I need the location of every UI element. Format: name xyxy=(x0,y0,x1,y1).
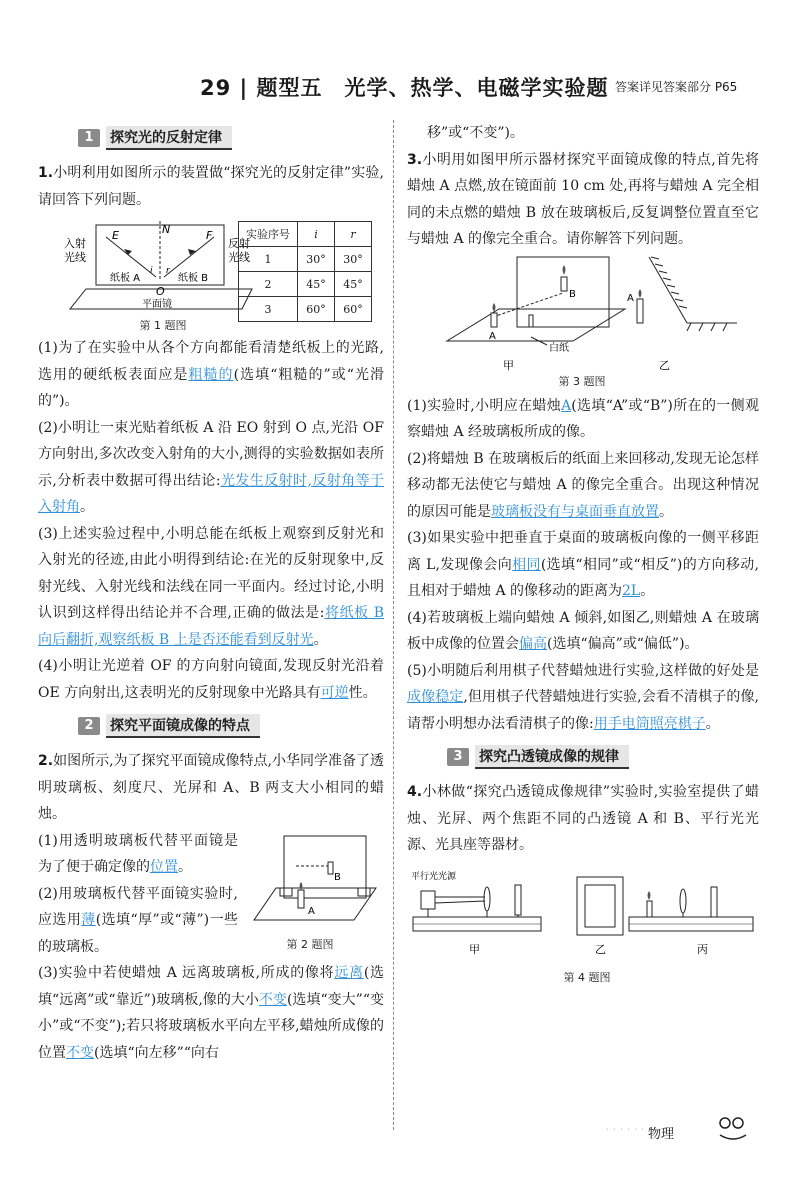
q1-figure-caption: 第 1 题图 xyxy=(139,319,187,332)
section-title: 探究平面镜成像的特点 xyxy=(106,714,260,738)
q2-left-text xyxy=(38,828,238,961)
table-cell: 1 xyxy=(239,247,298,272)
question-number: 1. xyxy=(38,165,54,181)
table-cell: 60° xyxy=(298,297,335,322)
text: (1)实验时,小明应在蜡烛 xyxy=(407,397,562,414)
text: (3)上述实验过程中,小明总能在纸板上观察到反射光和入射光的径迹,由此小明得到结论:在光的反射现象中,反射光线、入射光线和法线在同一平面内。经过讨论,小明认识到这样得出结论并不合理,正确的做法是: xyxy=(38,525,384,621)
section-number: 3 xyxy=(447,748,469,766)
section-heading-1 xyxy=(78,126,384,150)
q2-part3 xyxy=(38,960,384,1066)
q1-part4 xyxy=(38,653,384,706)
answer: 玻璃板没有与桌面垂直放置 xyxy=(491,503,659,520)
q1-part3 xyxy=(38,521,384,654)
answer: 偏高 xyxy=(519,636,547,652)
q2-stem xyxy=(38,748,384,828)
q1-data-table xyxy=(238,221,372,322)
q3-label-yi: 乙 xyxy=(659,358,670,372)
q2-label-B: B xyxy=(334,871,341,883)
text: (1)为了在实验中从各个方向都能看清楚纸板上的光路,选用的硬纸板表面应是 xyxy=(38,340,384,383)
question-number: 3. xyxy=(407,151,423,168)
q4-figure-area xyxy=(407,867,759,987)
label-N: N xyxy=(162,223,171,236)
label-boardA: 纸板 A xyxy=(110,273,141,284)
text: 。 xyxy=(640,583,655,599)
q3-part4 xyxy=(407,605,759,658)
label-O: O xyxy=(156,285,165,298)
answer: 2L xyxy=(622,583,641,599)
reflection-apparatus-diagram xyxy=(66,217,256,319)
label-F: F xyxy=(206,229,213,242)
q3-part1 xyxy=(407,393,759,446)
text: 。 xyxy=(178,859,192,875)
q1-figure-area xyxy=(38,217,384,335)
answer: 将纸板 B 向后翻折,观察纸板 B 上是否还能看到反射光 xyxy=(38,605,384,648)
q3-figure-caption: 第 3 题图 xyxy=(558,374,606,388)
text: 。 xyxy=(313,631,328,648)
answer: 成像稳定 xyxy=(407,689,464,705)
text: (选填“远离”或“靠近”)玻璃板,像的大小 xyxy=(38,965,384,1008)
text: 。 xyxy=(80,499,94,515)
label-incident: 入射 xyxy=(64,237,86,250)
q3-label-B: B xyxy=(569,288,576,300)
q3-label-paper: 白纸 xyxy=(549,342,569,354)
q3-figure-area xyxy=(407,253,759,393)
answer: 光发生反射时,反射角等于入射角 xyxy=(38,472,384,515)
left-column xyxy=(38,120,384,1066)
q2-stem-text: 如图所示,为了探究平面镜成像特点,小华同学准备了透明玻璃板、刻度尺、光屏和 A、B 两支大小相同的蜡烛。 xyxy=(38,753,384,822)
q2-mirror-diagram xyxy=(250,830,380,930)
text: (5)小明随后利用棋子代替蜡烛进行实验,这样做的好处是 xyxy=(407,662,759,679)
page-header xyxy=(0,64,800,104)
q2-label-A: A xyxy=(308,905,315,917)
text: (选填“相同”或“相反”)的方向移动,且相对于蜡烛 A 的像移动的距离为 xyxy=(407,556,760,599)
q4-diagram xyxy=(407,867,759,967)
answer: 粗糙的 xyxy=(188,366,234,383)
q4-label-source: 平行光光源 xyxy=(411,871,457,882)
answer: 远离 xyxy=(334,965,364,981)
q3-yi-label-A: A xyxy=(627,292,634,304)
table-row xyxy=(239,247,372,272)
table-cell: 30° xyxy=(298,247,335,272)
q1-stem xyxy=(38,160,384,213)
label-mirror: 平面镜 xyxy=(142,299,172,310)
table-header: r xyxy=(335,222,372,247)
text: (4)若玻璃板上端向蜡烛 A 倾斜,如图乙,则蜡烛 A 在玻璃板中成像的位置会 xyxy=(407,609,759,652)
label-E: E xyxy=(112,229,119,242)
answer-note: 答案详见答案部分 P65 xyxy=(615,80,738,94)
answer: 可逆 xyxy=(320,684,349,701)
table-cell: 60° xyxy=(335,297,372,322)
text: (选填“向左移”“向右 xyxy=(94,1044,219,1061)
text: (3)如果实验中把垂直于桌面的玻璃板向像的一侧平移距离 L,发现像会向 xyxy=(407,530,759,573)
q3-label-jia: 甲 xyxy=(503,358,514,372)
q2-part2 xyxy=(38,881,238,961)
table-header-row xyxy=(239,222,372,247)
text: 性。 xyxy=(348,684,377,701)
label-i: i xyxy=(150,266,153,276)
text: (选填“粗糙的”或“光滑的”)。 xyxy=(38,366,385,409)
text: (2)用玻璃板代替平面镜实验时,应选用 xyxy=(38,885,238,928)
q3-diagram-jia xyxy=(443,253,633,373)
q3-label-A: A xyxy=(489,330,496,342)
text: (3)实验中若使蜡烛 A 远离玻璃板,所成的像将 xyxy=(38,965,335,981)
answer: 不变 xyxy=(66,1044,94,1061)
section-title: 探究光的反射定律 xyxy=(106,126,232,150)
section-title: 探究凸透镜成像的规律 xyxy=(475,745,629,769)
q3-diagram-yi xyxy=(629,253,739,373)
text: 。 xyxy=(705,715,720,732)
text: (4)小明让光逆着 OF 的方向射向镜面,发现反射光沿着 OE 方向射出,这表明光的反射现象中光路具有 xyxy=(38,658,384,701)
text: (1)用透明玻璃板代替平面镜是为了便于确定像的 xyxy=(38,832,238,875)
text: (选填“偏高”或“偏低”)。 xyxy=(547,636,699,652)
q3-part5 xyxy=(407,658,759,738)
text: (选填“A”或“B”)所在的一侧观察蜡烛 A 经玻璃板所成的像。 xyxy=(407,397,759,440)
q4-stem-text: 小林做“探究凸透镜成像规律”实验时,实验室提供了蜡烛、光屏、两个焦距不同的凸透镜 A 和 B、平行光光源、光具座等器材。 xyxy=(407,784,759,853)
text: (2)将蜡烛 B 在玻璃板后的纸面上来回移动,发现无论怎样移动都无法使它与蜡烛 A 的像完全重合。出现这种情况的原因可能是 xyxy=(407,450,759,520)
q4-figure-caption: 第 4 题图 xyxy=(563,970,611,984)
label-boardB: 纸板 B xyxy=(178,273,209,284)
section-heading-3 xyxy=(447,745,759,769)
q3-stem-text: 小明用如图甲所示器材探究平面镜成像的特点,首先将蜡烛 A 点燃,放在镜面前 10 cm 处,再将与蜡烛 A 完全相同的未点燃的蜡烛 B 放在玻璃板后,反复调整位置直至它与蜡烛 A 的像完全重合。请你解答下列问题。 xyxy=(407,151,759,247)
publisher-logo-icon xyxy=(716,1113,750,1143)
section-number: 1 xyxy=(78,129,100,147)
text: (选填“厚”或“薄”)一些的玻璃板。 xyxy=(38,912,239,955)
q4-label-jia: 甲 xyxy=(469,942,480,956)
q3-part3 xyxy=(407,525,759,605)
footer-subject: 物理 xyxy=(648,1127,675,1142)
column-divider xyxy=(393,120,394,1130)
answer: 位置 xyxy=(150,859,178,875)
svg-text:光线: 光线 xyxy=(228,251,250,264)
question-number: 2. xyxy=(38,753,54,769)
q3-stem xyxy=(407,147,759,253)
answer: A xyxy=(561,397,572,414)
label-reflected: 反射 xyxy=(228,237,250,250)
q2-continuation: 移”或“不变”)。 xyxy=(427,125,524,141)
page-title: 29 | 题型五 光学、热学、电磁学实验题 xyxy=(200,76,609,100)
table-cell: 2 xyxy=(239,272,298,297)
table-cell: 30° xyxy=(335,247,372,272)
q1-part1 xyxy=(38,335,384,415)
table-cell: 45° xyxy=(335,272,372,297)
answer: 用手电筒照亮棋子 xyxy=(593,715,706,732)
answer: 相同 xyxy=(512,556,541,573)
table-row xyxy=(239,297,372,322)
q1-stem-text: 小明利用如图所示的装置做“探究光的反射定律”实验,请回答下列问题。 xyxy=(38,165,384,208)
q2-part1 xyxy=(38,828,238,881)
question-number: 4. xyxy=(407,784,423,800)
q4-label-yi: 乙 xyxy=(595,942,606,956)
text: 。 xyxy=(659,503,673,520)
q2-figure-caption: 第 2 题图 xyxy=(286,937,334,951)
q4-label-bing: 丙 xyxy=(697,942,708,956)
section-heading-2 xyxy=(78,714,384,738)
text: (选填“变大”“变小”或“不变”);若只将玻璃板水平向左平移,蜡烛所成像的位置 xyxy=(38,991,385,1061)
table-cell: 45° xyxy=(298,272,335,297)
text: ,但用棋子代替蜡烛进行实验,会看不清棋子的像,请帮小明想办法看清棋子的像: xyxy=(407,689,759,732)
right-column xyxy=(407,120,759,987)
q2-block xyxy=(38,828,384,961)
table-header: 实验序号 xyxy=(239,222,298,247)
footer-dots: · · · · · · xyxy=(606,1125,645,1134)
answer: 薄 xyxy=(81,912,96,928)
label-r: r xyxy=(166,266,170,276)
answer: 不变 xyxy=(258,991,287,1008)
text: (2)小明让一束光贴着纸板 A 沿 EO 射到 O 点,光沿 OF 方向射出,多次改变入射角的大小,测得的实验数据如表所示,分析表中数据可得出结论: xyxy=(38,419,384,489)
table-cell: 3 xyxy=(239,297,298,322)
table-header: i xyxy=(298,222,335,247)
table-row xyxy=(239,272,372,297)
q1-part2 xyxy=(38,415,384,521)
section-number: 2 xyxy=(78,717,100,735)
q3-part2 xyxy=(407,446,759,526)
svg-text:光线: 光线 xyxy=(64,251,86,264)
q4-stem xyxy=(407,779,759,859)
